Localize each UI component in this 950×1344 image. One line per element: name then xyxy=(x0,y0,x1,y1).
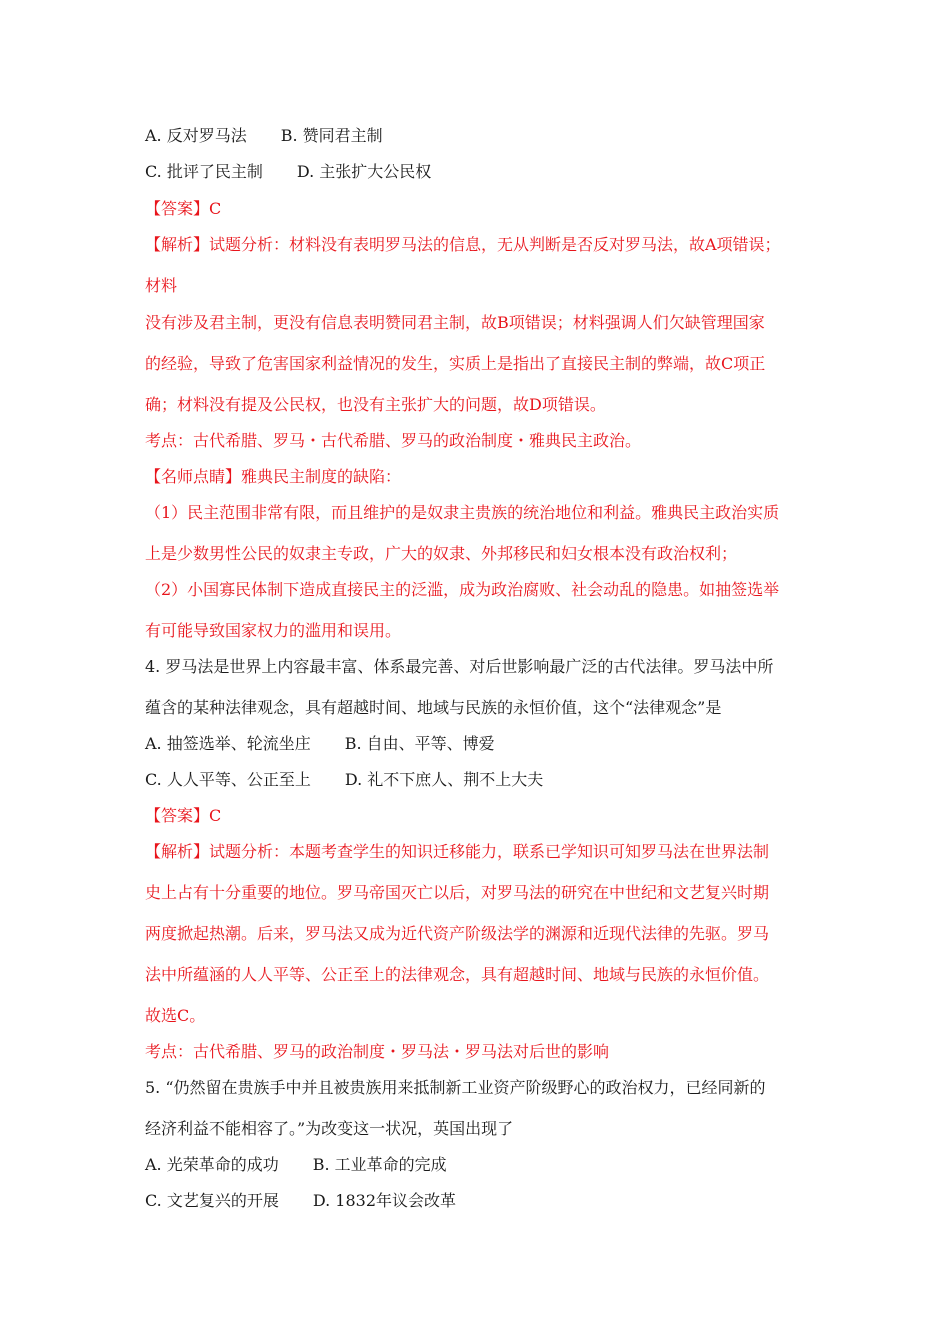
q4-option-b: B. 自由、平等、博爱 xyxy=(344,734,495,753)
q3-option-d: D. 主张扩大公民权 xyxy=(296,162,432,181)
q3-analysis-line: 的经验，导致了危害国家利益情况的发生，实质上是指出了直接民主制的弊端，故C项正 xyxy=(145,354,766,373)
q3-teacher-tip-line: （2）小国寡民体制下造成直接民主的泛滥，成为政治腐败、社会动乱的隐患。如抽签选举 xyxy=(145,580,780,599)
q3-answer: 【答案】C xyxy=(145,199,222,218)
q4-analysis-line: 史上占有十分重要的地位。罗马帝国灭亡以后，对罗马法的研究在中世纪和文艺复兴时期 xyxy=(145,883,770,902)
q5-option-d: D. 1832年议会改革 xyxy=(312,1191,457,1210)
q3-options-row-2 xyxy=(145,162,431,182)
q3-option-a: A. 反对罗马法 xyxy=(145,126,247,145)
q4-answer: 【答案】C xyxy=(145,806,222,825)
q5-options-row-2 xyxy=(145,1191,456,1211)
q4-analysis-line: 两度掀起热潮。后来，罗马法又成为近代资产阶级法学的渊源和近现代法律的先驱。罗马 xyxy=(145,924,770,943)
q3-analysis-line: 【解析】试题分析：材料没有表明罗马法的信息，无从判断是否反对罗马法，故A项错误； xyxy=(145,235,781,254)
q5-option-a: A. 光荣革命的成功 xyxy=(145,1155,279,1174)
q5-option-c: C. 文艺复兴的开展 xyxy=(145,1191,279,1210)
q4-analysis-line: 法中所蕴涵的人人平等、公正至上的法律观念，具有超越时间、地域与民族的永恒价值。 xyxy=(145,965,770,984)
q4-stem-line: 4. 罗马法是世界上内容最丰富、体系最完善、对后世影响最广泛的古代法律。罗马法中所 xyxy=(145,657,774,676)
q3-analysis-line: 没有涉及君主制，更没有信息表明赞同君主制，故B项错误；材料强调人们欠缺管理国家 xyxy=(145,313,765,332)
q3-option-c: C. 批评了民主制 xyxy=(145,162,263,181)
q3-option-b: B. 赞同君主制 xyxy=(280,126,383,145)
q4-option-a: A. 抽签选举、轮流坐庄 xyxy=(145,734,311,753)
q4-analysis-line: 【解析】试题分析：本题考查学生的知识迁移能力，联系已学知识可知罗马法在世界法制 xyxy=(145,842,770,861)
q3-teacher-tip-line: 上是少数男性公民的奴隶主专政，广大的奴隶、外邦移民和妇女根本没有政治权利； xyxy=(145,544,738,563)
q5-stem-line: 5. “仍然留在贵族手中并且被贵族用来抵制新工业资产阶级野心的政治权力，已经同新的 xyxy=(145,1078,766,1097)
q3-analysis-line: 材料 xyxy=(145,276,178,295)
q4-analysis-line: 故选C。 xyxy=(145,1006,206,1025)
q5-stem-line: 经济利益不能相容了。”为改变这一状况，英国出现了 xyxy=(145,1119,514,1138)
q4-options-row-1 xyxy=(145,734,495,754)
q3-teacher-tip-line: 有可能导致国家权力的滥用和误用。 xyxy=(145,621,402,640)
q3-teacher-tip-line: （1）民主范围非常有限，而且维护的是奴隶主贵族的统治地位和利益。雅典民主政治实质 xyxy=(145,503,780,522)
q4-kaodian: 考点：古代希腊、罗马的政治制度・罗马法・罗马法对后世的影响 xyxy=(145,1042,610,1061)
q3-analysis-line: 确；材料没有提及公民权，也没有主张扩大的问题，故D项错误。 xyxy=(145,395,606,414)
q4-stem-line: 蕴含的某种法律观念，具有超越时间、地域与民族的永恒价值，这个“法律观念”是 xyxy=(145,698,722,717)
q3-kaodian: 考点：古代希腊、罗马・古代希腊、罗马的政治制度・雅典民主政治。 xyxy=(145,431,642,450)
q4-option-d: D. 礼不下庶人、荆不上大夫 xyxy=(344,770,544,789)
q4-options-row-2 xyxy=(145,770,543,790)
q3-teacher-tip-title: 【名师点睛】雅典民主制度的缺陷： xyxy=(145,467,402,486)
q5-options-row-1 xyxy=(145,1155,447,1175)
q3-options-row-1 xyxy=(145,126,383,146)
q5-option-b: B. 工业革命的完成 xyxy=(312,1155,447,1174)
q4-option-c: C. 人人平等、公正至上 xyxy=(145,770,311,789)
